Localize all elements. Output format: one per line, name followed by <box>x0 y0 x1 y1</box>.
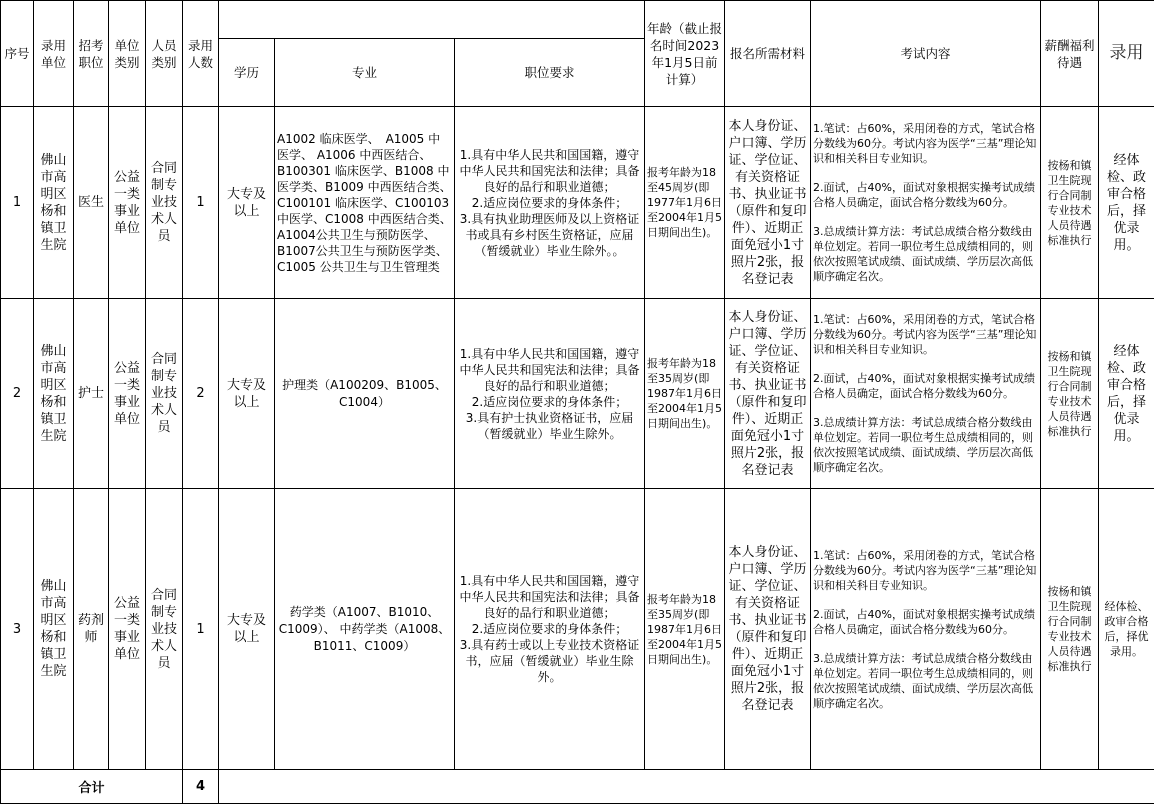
exam-line: 1.笔试：占60%，采用闭卷的方式，笔试合格分数线为60分。考试内容为医学“三基”理论知识和相关科目专业知识。 <box>813 548 1037 592</box>
exam-line: 3.总成绩计算方法：考试总成绩合格分数线由单位划定。若同一职位考生总成绩相同的，则依次按照笔试成绩、面试成绩、学历层次高低顺序确定名次。 <box>813 416 1034 474</box>
row-staff-type: 合同制专业技术人员 <box>146 107 183 299</box>
table-row <box>1 489 1154 770</box>
requirement-line: 2.适应岗位要求的身体条件； <box>471 195 628 210</box>
row-materials: 本人身份证、户口簿、学历证、学位证、有关资格证书、执业证书（原件和复印件）、近期正面免冠小1寸照片2张，报名登记表 <box>725 489 811 770</box>
row-major: 药学类（A1007、B1010、C1009）、 中药学类（A1008、B1011、C1009） <box>275 489 455 770</box>
header-materials: 报名所需材料 <box>725 1 811 107</box>
row-unit: 佛山市高明区杨和镇卫生院 <box>34 299 74 489</box>
row-hire: 经体检、政审合格后，择优录用。 <box>1099 489 1154 770</box>
row-hire: 经体检、政审合格后，择优录用。 <box>1099 299 1154 489</box>
row-age: 报考年龄为18至35周岁(即1987年1月6日至2004年1月5日期间出生)。 <box>645 489 725 770</box>
requirement-line: 1.具有中华人民共和国国籍，遵守中华人民共和国宪法和法律；具备良好的品行和职业道德； <box>459 147 640 194</box>
header-unit: 录用单位 <box>34 1 74 107</box>
header-major: 专业 <box>275 39 455 107</box>
header-requirements: 职位要求 <box>455 39 645 107</box>
row-materials: 本人身份证、户口簿、学历证、学位证、有关资格证书、执业证书（原件和复印件）、近期正面免冠小1寸照片2张，报名登记表 <box>725 107 811 299</box>
row-salary: 按杨和镇卫生院现行合同制专业技术人员待遇标准执行 <box>1041 299 1099 489</box>
table-row <box>1 107 1154 299</box>
exam-line: 2.面试，占40%，面试对象根据实操考试成绩合格人员确定，面试合格分数线为60分。 <box>813 372 1035 400</box>
row-unit-type: 公益一类事业单位 <box>109 489 146 770</box>
row-position: 护士 <box>74 299 109 489</box>
row-unit-type: 公益一类事业单位 <box>109 107 146 299</box>
row-seq: 3 <box>1 489 34 770</box>
row-position: 医生 <box>74 107 109 299</box>
requirement-line: 3.具有执业助理医师及以上资格证书或具有乡村医生资格证，应届（暂缓就业）毕业生除外。。 <box>459 211 640 258</box>
footer-label: 合计 <box>1 770 183 804</box>
table-row <box>1 299 1154 489</box>
row-age: 报考年龄为18至35周岁(即1987年1月6日至2004年1月5日期间出生)。 <box>645 299 725 489</box>
row-exam <box>811 107 1041 299</box>
row-salary: 按杨和镇卫生院现行合同制专业技术人员待遇标准执行 <box>1041 107 1099 299</box>
row-unit: 佛山市高明区杨和镇卫生院 <box>34 107 74 299</box>
row-education: 大专及以上 <box>219 299 275 489</box>
row-salary: 按杨和镇卫生院现行合同制专业技术人员待遇标准执行 <box>1041 489 1099 770</box>
exam-line: 3.总成绩计算方法：考试总成绩合格分数线由单位划定。若同一职位考生总成绩相同的，则依次按照笔试成绩、面试成绩、学历层次高低顺序确定名次。 <box>813 651 1034 710</box>
row-major: 护理类（A100209、B1005、C1004） <box>275 299 455 489</box>
requirement-line: 1.具有中华人民共和国国籍，遵守中华人民共和国宪法和法律；具备良好的品行和职业道德； <box>459 346 640 393</box>
row-count: 2 <box>183 299 219 489</box>
row-requirements <box>455 107 645 299</box>
row-education: 大专及以上 <box>219 489 275 770</box>
exam-line: 1.笔试：占60%，采用闭卷的方式，笔试合格分数线为60分。考试内容为医学“三基”理论知识和相关科目专业知识。 <box>813 313 1037 356</box>
header-salary: 薪酬福利待遇 <box>1041 1 1099 107</box>
header-unit-type: 单位类别 <box>109 1 146 107</box>
requirement-line: 3.具有护士执业资格证书，应届（暂缓就业）毕业生除外。 <box>465 410 634 441</box>
header-count: 录用人数 <box>183 1 219 107</box>
footer-total: 4 <box>183 770 219 804</box>
header-blank <box>219 1 645 39</box>
row-requirements <box>455 299 645 489</box>
exam-line: 3.总成绩计算方法：考试总成绩合格分数线由单位划定。若同一职位考生总成绩相同的，则依次按照笔试成绩、面试成绩、学历层次高低顺序确定名次。 <box>813 225 1034 283</box>
row-seq: 2 <box>1 299 34 489</box>
row-staff-type: 合同制专业技术人员 <box>146 299 183 489</box>
row-exam <box>811 299 1041 489</box>
header-row-1 <box>1 1 1154 39</box>
header-seq: 序号 <box>1 1 34 107</box>
header-education: 学历 <box>219 39 275 107</box>
requirement-line: 3.具有药士或以上专业技术资格证书，应届（暂缓就业）毕业生除外。 <box>459 638 640 684</box>
footer-blank <box>219 770 1154 804</box>
exam-line: 1.笔试：占60%，采用闭卷的方式，笔试合格分数线为60分。考试内容为医学“三基”理论知识和相关科目专业知识。 <box>813 122 1037 165</box>
header-staff-type: 人员类别 <box>146 1 183 107</box>
footer-row <box>1 770 1154 804</box>
requirement-line: 1.具有中华人民共和国国籍，遵守中华人民共和国宪法和法律；具备良好的品行和职业道德； <box>459 574 640 620</box>
header-age: 年龄（截止报名时间2023年1月5日前计算） <box>645 1 725 107</box>
row-seq: 1 <box>1 107 34 299</box>
row-position: 药剂师 <box>74 489 109 770</box>
row-hire: 经体检、政审合格后，择优录用。 <box>1099 107 1154 299</box>
header-hire: 录用 <box>1099 1 1154 107</box>
row-major: A1002 临床医学、 A1005 中医学、 A1006 中西医结合、B100301 临床医学、B1008 中医学类、B1009 中西医结合类、C100101 临床医学、C100103 中医学、C1008 中西医结合类、A1004公共卫生与预防医学、B1007公共卫生与预防医学类、C1005 公共卫生与卫生管理类 <box>275 107 455 299</box>
row-count: 1 <box>183 489 219 770</box>
header-exam: 考试内容 <box>811 1 1041 107</box>
row-unit-type: 公益一类事业单位 <box>109 299 146 489</box>
exam-line: 2.面试，占40%，面试对象根据实操考试成绩合格人员确定，面试合格分数线为60分。 <box>813 181 1035 209</box>
row-age: 报考年龄为18至45周岁(即1977年1月6日至2004年1月5日期间出生)。 <box>645 107 725 299</box>
row-requirements <box>455 489 645 770</box>
row-materials: 本人身份证、户口簿、学历证、学位证、有关资格证书、执业证书（原件和复印件）、近期正面免冠小1寸照片2张，报名登记表 <box>725 299 811 489</box>
row-staff-type: 合同制专业技术人员 <box>146 489 183 770</box>
requirement-line: 2.适应岗位要求的身体条件； <box>471 622 628 636</box>
requirement-line: 2.适应岗位要求的身体条件； <box>471 394 628 409</box>
row-exam <box>811 489 1041 770</box>
row-count: 1 <box>183 107 219 299</box>
row-unit: 佛山市高明区杨和镇卫生院 <box>34 489 74 770</box>
exam-line: 2.面试，占40%，面试对象根据实操考试成绩合格人员确定，面试合格分数线为60分。 <box>813 607 1035 636</box>
header-position: 招考职位 <box>74 1 109 107</box>
row-education: 大专及以上 <box>219 107 275 299</box>
